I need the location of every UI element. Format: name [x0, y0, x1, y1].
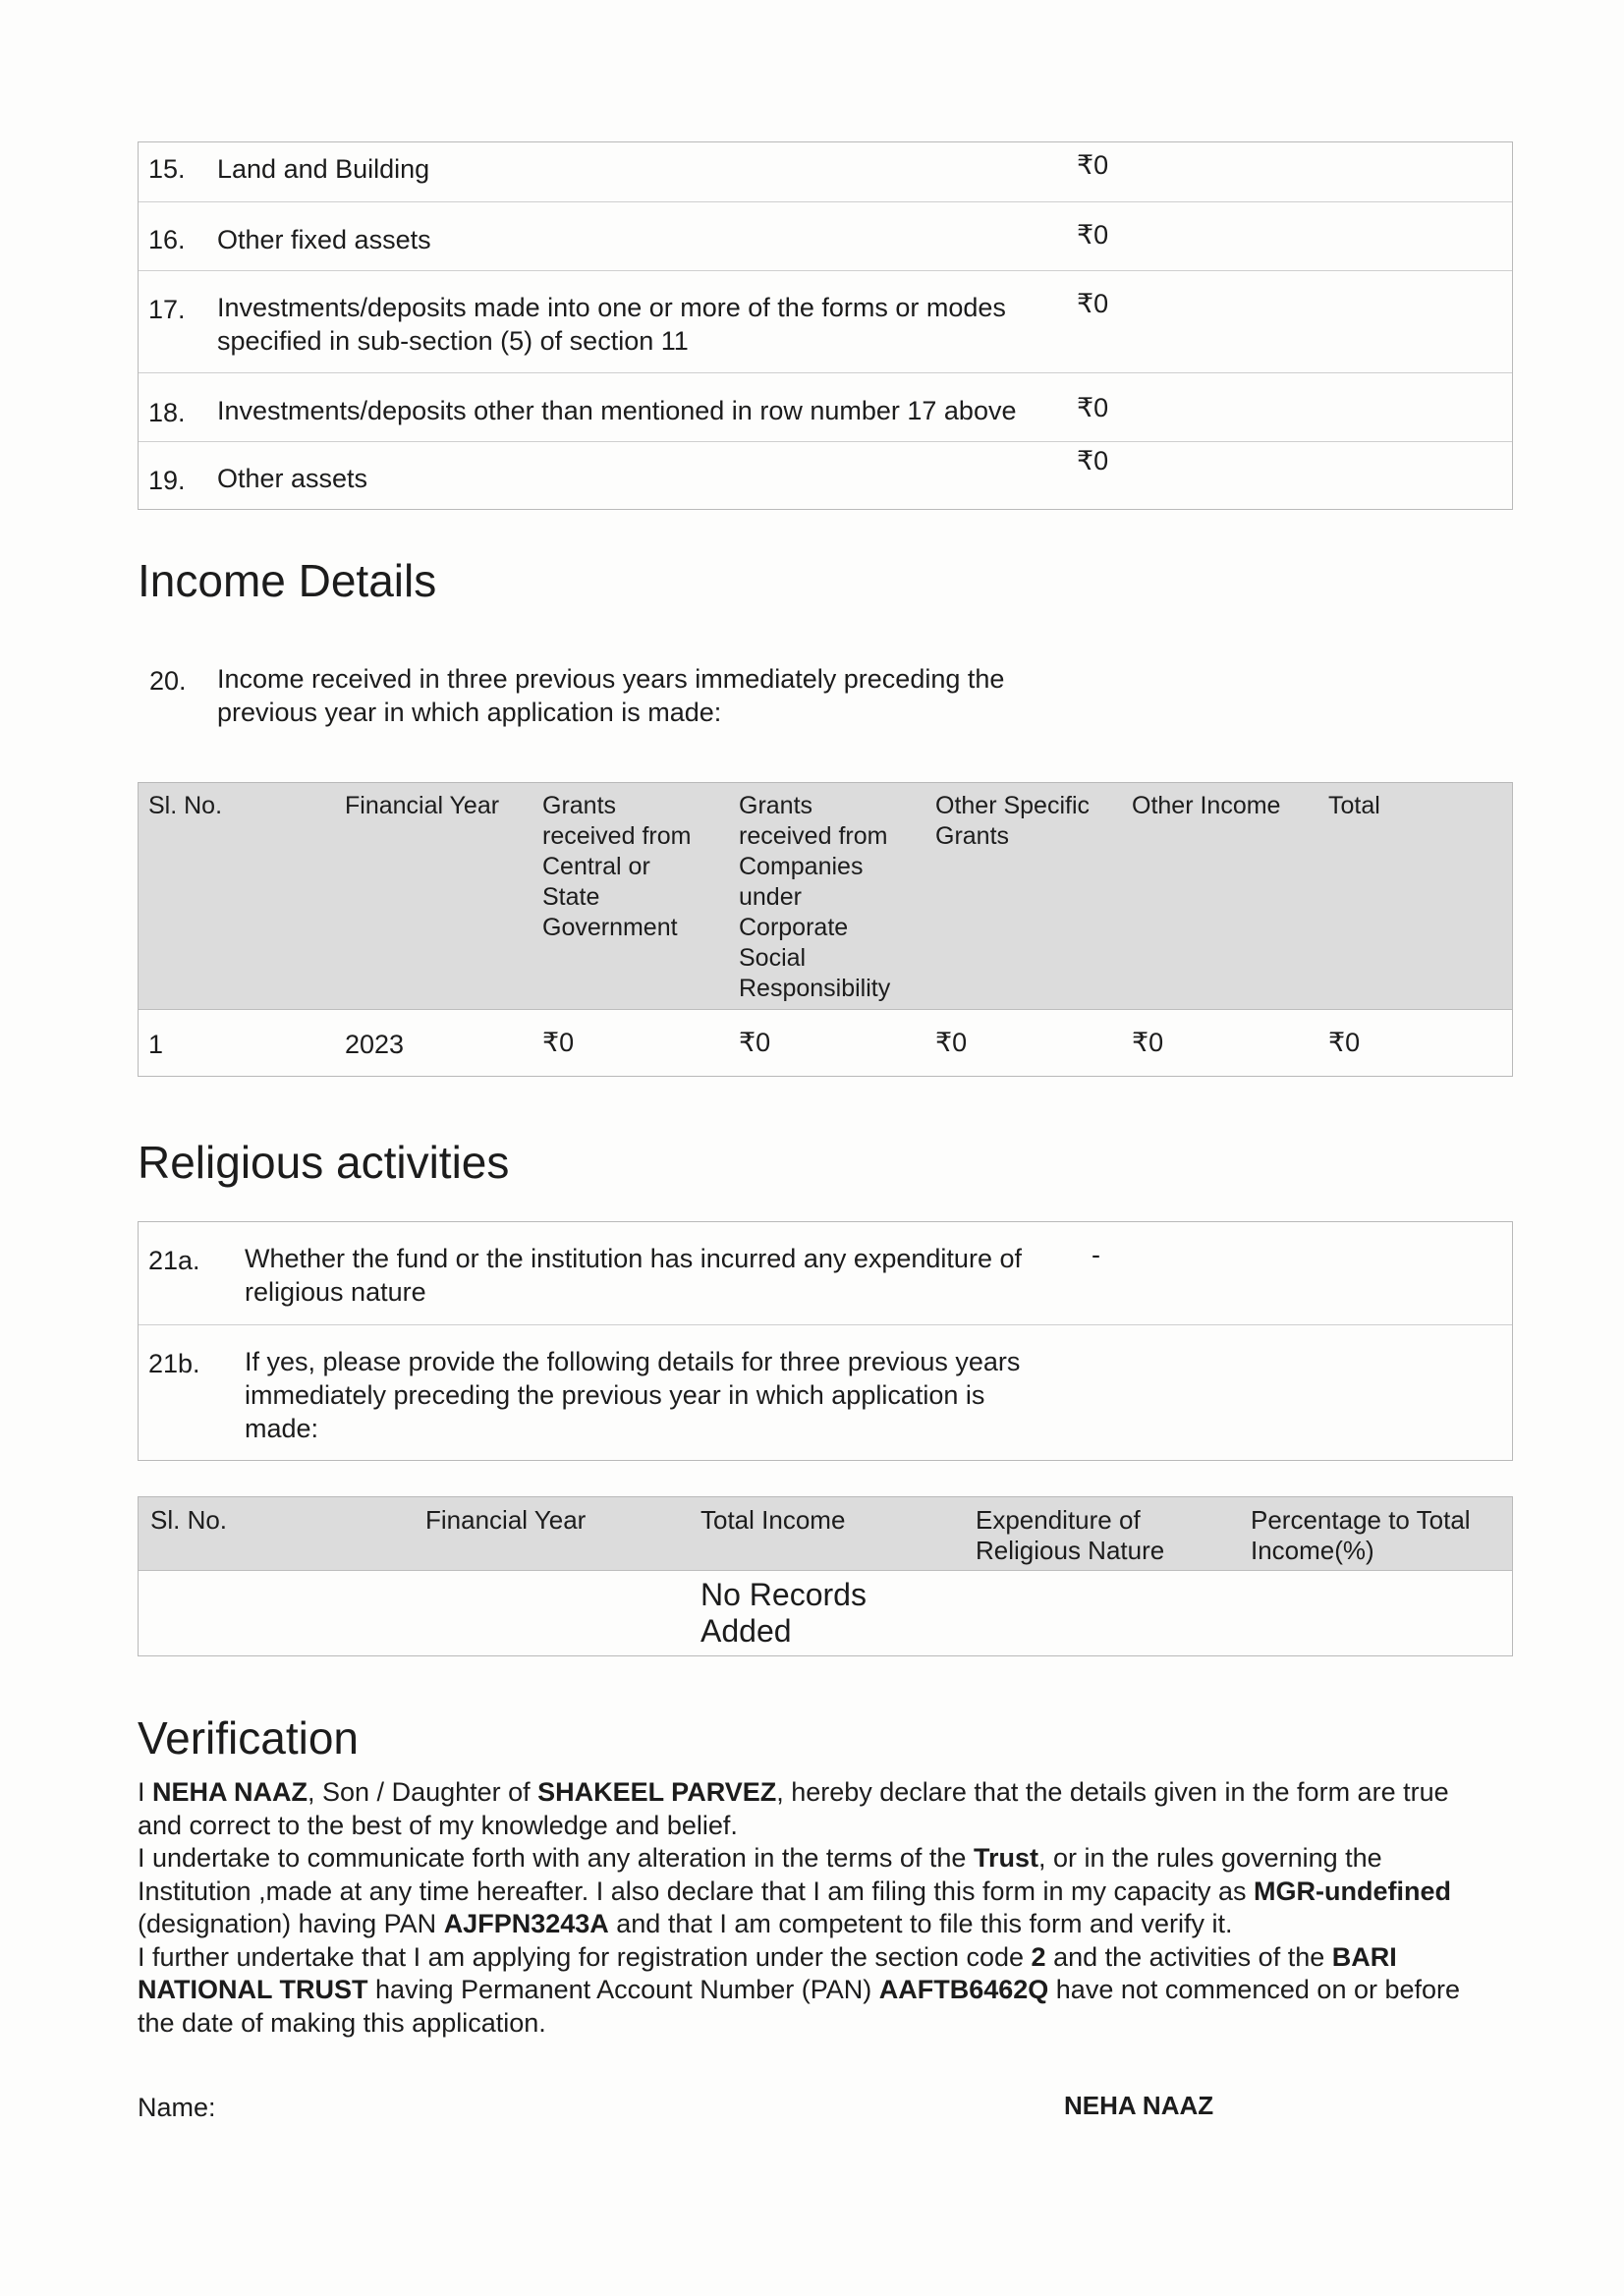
question-21b: [139, 1324, 1512, 1461]
row-label: Other assets: [217, 464, 368, 493]
trust-name: BARI NATIONAL TRUST: [138, 1941, 1397, 2004]
declaration-text: have not commenced on or before the date of making this application.: [138, 1975, 1461, 2038]
declarant-pan: AJFPN3243A: [443, 1909, 609, 1938]
assets-table: [138, 141, 1513, 510]
header-financial-year: Financial Year: [425, 1505, 587, 1535]
declaration-text: and the activities of the: [1045, 1941, 1332, 1972]
row-number: 19.: [148, 466, 186, 495]
declaration-text: (designation) having PAN: [138, 1909, 437, 1938]
asset-row-18: [139, 372, 1512, 442]
row-label: Investments/deposits other than mentioned in row number 17 above: [217, 396, 1017, 425]
row-label: Land and Building: [217, 154, 430, 184]
row-value: ₹0: [1077, 289, 1109, 318]
header-sl-no: Sl. No.: [148, 792, 223, 819]
no-records-message: No Records Added: [700, 1577, 867, 1649]
row-value: ₹0: [1077, 220, 1109, 250]
declarant-name: NEHA NAAZ: [152, 1777, 308, 1807]
asset-row-16: [139, 201, 1512, 271]
header-other-income: Other Income: [1132, 792, 1281, 819]
religious-table-header: [139, 1497, 1512, 1570]
cell-other-grants: ₹0: [935, 1028, 968, 1057]
cell-total: ₹0: [1328, 1028, 1361, 1057]
row-value: -: [1092, 1240, 1100, 1269]
declaration-text: having Permanent Account Number (PAN): [367, 1975, 879, 2004]
parent-name: SHAKEEL PARVEZ: [537, 1777, 777, 1807]
row-value: ₹0: [1077, 150, 1109, 180]
cell-sl-no: 1: [148, 1030, 164, 1059]
asset-row-19: [139, 441, 1512, 510]
religious-table: [138, 1496, 1513, 1656]
trust-pan: AAFTB6462Q: [878, 1975, 1049, 2004]
cell-govt-grants: ₹0: [542, 1028, 575, 1057]
income-table-header: [139, 783, 1512, 1009]
asset-row-17: [139, 270, 1512, 373]
header-sl-no: Sl. No.: [150, 1505, 228, 1535]
header-percentage: Percentage to Total Income(%): [1251, 1505, 1471, 1565]
designation: MGR-undefined: [1254, 1876, 1452, 1906]
row-number: 21b.: [148, 1349, 200, 1378]
header-other-grants: Other Specific Grants: [935, 792, 1091, 850]
question-21a: [139, 1222, 1512, 1324]
table-row: [139, 1009, 1512, 1077]
row-label: If yes, please provide the following details for three previous years immediately preceding the previous year in which application is made:: [245, 1347, 1021, 1443]
header-financial-year: Financial Year: [345, 792, 500, 819]
religious-questions: [138, 1221, 1513, 1461]
declaration-text: and that I am competent to file this form and verify it. I further undertake that I am applying for registration under the section code: [138, 1909, 1233, 1972]
religious-heading: Religious activities: [138, 1137, 510, 1188]
declaration-text: , or in the rules governing the Institution ,made at any time hereafter. I also declare that I am filing this form in my capacity as: [138, 1843, 1382, 1906]
row-number: 16.: [148, 225, 186, 254]
header-csr-grants: Grants received from Companies under Corporate Social Responsibility: [739, 792, 891, 1002]
header-total-income: Total Income: [700, 1505, 846, 1535]
header-govt-grants: Grants received from Central or State Government: [542, 792, 692, 941]
cell-csr-grants: ₹0: [739, 1028, 771, 1057]
cell-other-income: ₹0: [1132, 1028, 1164, 1057]
row-label: Whether the fund or the institution has incurred any expenditure of religious nature: [245, 1244, 1022, 1307]
declaration-text: , hereby declare that the details given in the form are true and correct to the best of my knowledge and belief. I undertake to communicate forth with any alteration in the terms of the: [138, 1777, 1449, 1873]
row-value: ₹0: [1077, 393, 1109, 422]
declaration-text: I: [138, 1777, 153, 1807]
section-code: 2: [1031, 1941, 1046, 1972]
row-value: ₹0: [1077, 446, 1109, 476]
question-20-text: Income received in three previous years immediately preceding the previous year in which application is made:: [217, 664, 1005, 727]
cell-financial-year: 2023: [345, 1030, 405, 1059]
header-total: Total: [1328, 792, 1380, 819]
entity-type: Trust: [973, 1843, 1038, 1873]
name-label: Name:: [138, 2093, 216, 2122]
verification-declaration: [138, 1776, 1513, 2040]
header-religious-expenditure: Expenditure of Religious Nature: [976, 1505, 1165, 1565]
row-label: Investments/deposits made into one or more of the forms or modes specified in sub-section (5) of section 11: [217, 293, 1006, 356]
asset-row-15: [139, 142, 1512, 201]
verification-heading: Verification: [138, 1712, 360, 1764]
row-number: 17.: [148, 295, 186, 324]
income-heading: Income Details: [138, 555, 437, 606]
declaration-text: , Son / Daughter of: [308, 1777, 538, 1807]
row-number: 15.: [148, 154, 186, 184]
row-number: 18.: [148, 398, 186, 427]
question-20-number: 20.: [149, 666, 187, 696]
row-number: 21a.: [148, 1246, 200, 1275]
name-value: NEHA NAAZ: [1064, 2091, 1214, 2120]
empty-row: [139, 1570, 1512, 1656]
income-table: [138, 782, 1513, 1077]
row-label: Other fixed assets: [217, 225, 431, 254]
